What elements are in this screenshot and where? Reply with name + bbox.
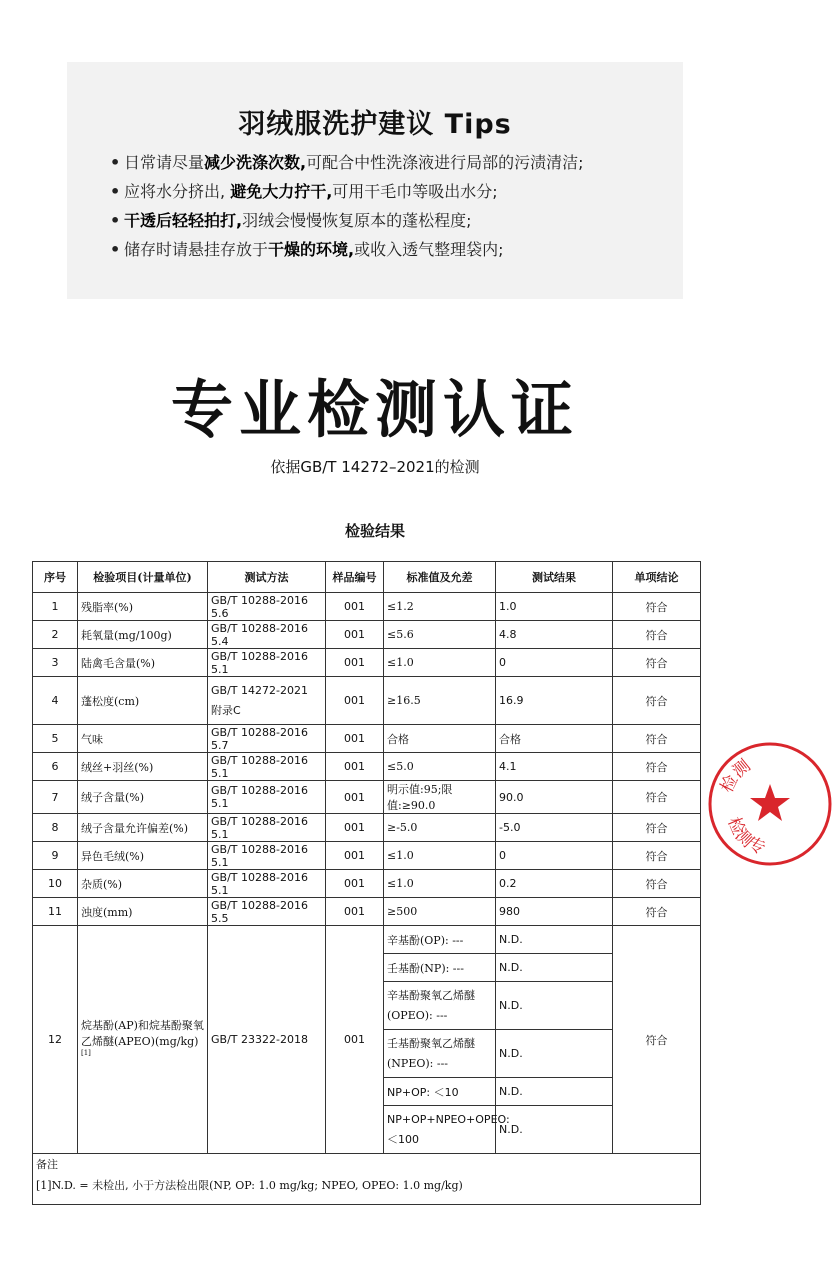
row-method: GB/T 10288-2016 5.7 [208, 725, 326, 753]
row-method: GB/T 10288-2016 5.5 [208, 898, 326, 926]
row-item: 异色毛绒(%) [78, 842, 208, 870]
table-body [33, 593, 701, 1205]
table-row [33, 926, 701, 954]
row-method: GB/T 14272-2021 附录C [208, 677, 326, 725]
row-conclusion: 符合 [613, 814, 701, 842]
table-row [33, 814, 701, 842]
row-result: 4.1 [496, 753, 613, 781]
row-sample: 001 [326, 649, 384, 677]
tip-text: 应将水分挤出, [124, 182, 231, 201]
tip-text: 日常请尽量 [124, 153, 205, 172]
report-title: 检验结果 [344, 522, 405, 540]
row-standard: ≤1.2 [384, 593, 496, 621]
row-conclusion: 符合 [613, 898, 701, 926]
row-number: 3 [33, 649, 78, 677]
table-row [33, 621, 701, 649]
inspection-stamp [706, 740, 834, 868]
row-number: 4 [33, 677, 78, 725]
table-notes-row [33, 1154, 701, 1205]
tip-text: 可配合中性洗涤液进行局部的污渍清洁; [306, 153, 584, 172]
certification-title: 专业检测认证 [170, 373, 579, 446]
row-conclusion: 符合 [613, 621, 701, 649]
row-item: 耗氧量(mg/100g) [78, 621, 208, 649]
inspection-report-table [32, 561, 701, 1205]
row-method: GB/T 10288-2016 5.1 [208, 753, 326, 781]
row-number: 11 [33, 898, 78, 926]
row-method: GB/T 10288-2016 5.4 [208, 621, 326, 649]
row-sample: 001 [326, 725, 384, 753]
tip-text: 羽绒会慢慢恢复原本的蓬松程度; [242, 211, 472, 230]
tip-emphasis: 避免大力拧干, [230, 182, 333, 201]
row-result: N.D. [496, 1078, 613, 1106]
tip-item [110, 148, 584, 177]
header-cell: 测试方法 [208, 562, 326, 593]
row-item: 蓬松度(cm) [78, 677, 208, 725]
row-result: N.D. [496, 1106, 613, 1154]
row-item-text: 烷基酚(AP)和烷基酚聚氧乙烯醚(APEO)(mg/kg) [81, 1018, 204, 1048]
table-row [33, 677, 701, 725]
row-result: 90.0 [496, 781, 613, 814]
row-item: 杂质(%) [78, 870, 208, 898]
row-sample: 001 [326, 926, 384, 1154]
row-result: 0 [496, 842, 613, 870]
row-number: 7 [33, 781, 78, 814]
tip-text: 或收入透气整理袋内; [354, 240, 504, 259]
row-sample: 001 [326, 753, 384, 781]
row-method: GB/T 10288-2016 5.6 [208, 593, 326, 621]
row-standard: ≤5.0 [384, 753, 496, 781]
row-standard: 合格 [384, 725, 496, 753]
row-result: 0 [496, 649, 613, 677]
row-conclusion: 符合 [613, 593, 701, 621]
row-result: 16.9 [496, 677, 613, 725]
row-conclusion: 符合 [613, 870, 701, 898]
header-cell: 标准值及允差 [384, 562, 496, 593]
tip-emphasis: 减少洗涤次数, [204, 153, 307, 172]
tips-title: 羽绒服洗护建议 Tips [238, 109, 512, 140]
tips-list [110, 148, 584, 264]
row-sample: 001 [326, 593, 384, 621]
row-standard: 壬基酚(NP): --- [384, 954, 496, 982]
row-method: GB/T 23322-2018 [208, 926, 326, 1154]
row-method: GB/T 10288-2016 5.1 [208, 870, 326, 898]
row-standard: ≤5.6 [384, 621, 496, 649]
row-standard: 明示值:95;限值:≥90.0 [384, 781, 496, 814]
header-cell: 单项结论 [613, 562, 701, 593]
table-row [33, 870, 701, 898]
row-standard: ≤1.0 [384, 649, 496, 677]
bullet-icon: • [110, 153, 121, 172]
row-standard: NP+OP: ＜10 [384, 1078, 496, 1106]
stamp-bottom-text: 检测专 [723, 814, 769, 859]
row-method: GB/T 10288-2016 5.1 [208, 781, 326, 814]
bullet-icon: • [110, 240, 121, 259]
row-item: 陆禽毛含量(%) [78, 649, 208, 677]
row-item: 绒子含量允许偏差(%) [78, 814, 208, 842]
row-conclusion: 符合 [613, 677, 701, 725]
row-item: 浊度(mm) [78, 898, 208, 926]
table-row [33, 753, 701, 781]
table-row [33, 898, 701, 926]
row-method: GB/T 10288-2016 5.1 [208, 649, 326, 677]
row-standard: ≥-5.0 [384, 814, 496, 842]
row-item: 残脂率(%) [78, 593, 208, 621]
row-standard: ≥500 [384, 898, 496, 926]
row-standard: ≤1.0 [384, 870, 496, 898]
row-sample: 001 [326, 781, 384, 814]
row-number: 5 [33, 725, 78, 753]
row-result: 980 [496, 898, 613, 926]
row-conclusion: 符合 [613, 649, 701, 677]
row-result: N.D. [496, 982, 613, 1030]
row-result: -5.0 [496, 814, 613, 842]
row-standard: 辛基酚聚氧乙烯醚(OPEO): --- [384, 982, 496, 1030]
row-number: 12 [33, 926, 78, 1154]
row-standard: 壬基酚聚氧乙烯醚(NPEO): --- [384, 1030, 496, 1078]
table-row [33, 593, 701, 621]
notes-cell [33, 1154, 701, 1205]
row-method: GB/T 10288-2016 5.1 [208, 814, 326, 842]
row-sample: 001 [326, 898, 384, 926]
table-row [33, 781, 701, 814]
table-header-row [33, 562, 701, 593]
notes-text: [1]N.D. = 未检出, 小于方法检出限(NP, OP: 1.0 mg/kg; NPEO, OPEO: 1.0 mg/kg) [36, 1179, 463, 1192]
stamp-top-text: 检测 [717, 755, 755, 796]
header-cell: 测试结果 [496, 562, 613, 593]
row-number: 2 [33, 621, 78, 649]
table-row [33, 842, 701, 870]
row-result: N.D. [496, 954, 613, 982]
row-conclusion: 符合 [613, 926, 701, 1154]
row-result: 1.0 [496, 593, 613, 621]
row-result: N.D. [496, 926, 613, 954]
row-standard: 辛基酚(OP): --- [384, 926, 496, 954]
row-sample: 001 [326, 814, 384, 842]
row-result: 0.2 [496, 870, 613, 898]
row-standard: ≥16.5 [384, 677, 496, 725]
tip-item [110, 206, 584, 235]
row-item [78, 926, 208, 1154]
notes-label: 备注 [36, 1158, 58, 1171]
row-item: 绒丝+羽丝(%) [78, 753, 208, 781]
header-cell: 样品编号 [326, 562, 384, 593]
tip-emphasis: 干透后轻轻拍打, [124, 211, 243, 230]
row-sample: 001 [326, 870, 384, 898]
certification-subtitle: 依据GB/T 14272–2021的检测 [270, 458, 480, 476]
row-number: 8 [33, 814, 78, 842]
row-method: GB/T 10288-2016 5.1 [208, 842, 326, 870]
row-conclusion: 符合 [613, 753, 701, 781]
row-standard: NP+OP+NPEO+OPEO: ＜100 [384, 1106, 496, 1154]
row-item: 气味 [78, 725, 208, 753]
header-cell: 序号 [33, 562, 78, 593]
tip-item [110, 235, 584, 264]
row-sample: 001 [326, 842, 384, 870]
header-cell: 检验项目(计量单位) [78, 562, 208, 593]
tip-item [110, 177, 584, 206]
row-result: 4.8 [496, 621, 613, 649]
row-conclusion: 符合 [613, 842, 701, 870]
row-standard: ≤1.0 [384, 842, 496, 870]
tip-text: 储存时请悬挂存放于 [124, 240, 269, 259]
footnote-marker: [1] [81, 1048, 91, 1057]
table-row [33, 725, 701, 753]
table-row [33, 649, 701, 677]
bullet-icon: • [110, 182, 121, 201]
row-result: N.D. [496, 1030, 613, 1078]
row-item: 绒子含量(%) [78, 781, 208, 814]
row-sample: 001 [326, 677, 384, 725]
bullet-icon: • [110, 211, 121, 230]
star-icon [750, 784, 790, 821]
row-number: 1 [33, 593, 78, 621]
row-conclusion: 符合 [613, 781, 701, 814]
row-conclusion: 符合 [613, 725, 701, 753]
row-result: 合格 [496, 725, 613, 753]
row-number: 9 [33, 842, 78, 870]
care-tips-card [67, 62, 683, 299]
row-sample: 001 [326, 621, 384, 649]
row-number: 10 [33, 870, 78, 898]
tip-text: 可用干毛巾等吸出水分; [332, 182, 498, 201]
row-number: 6 [33, 753, 78, 781]
tip-emphasis: 干燥的环境, [268, 240, 355, 259]
